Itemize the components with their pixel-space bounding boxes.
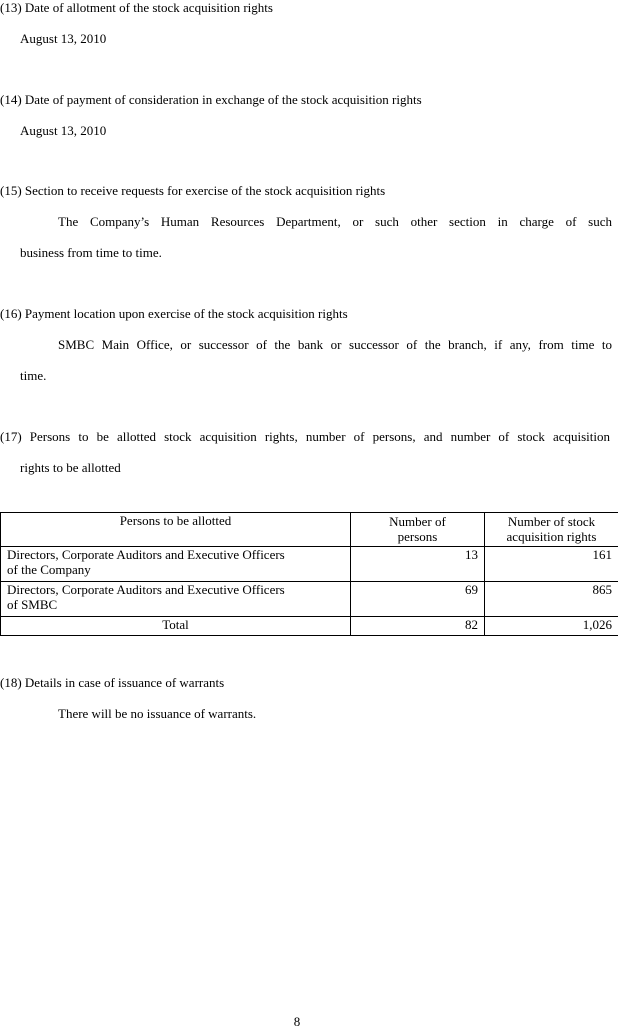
section-15-text-line2: business from time to time. bbox=[20, 245, 162, 261]
row-persons-line2: of SMBC bbox=[7, 597, 344, 612]
header-rights-line1: Number of stock bbox=[491, 514, 612, 529]
table-row bbox=[1, 582, 618, 617]
page-number: 8 bbox=[0, 1014, 594, 1030]
row-persons-line2: of the Company bbox=[7, 562, 344, 577]
row-number: 69 bbox=[351, 582, 485, 617]
section-18-heading: (18) Details in case of issuance of warrants bbox=[0, 675, 224, 691]
section-15-heading: (15) Section to receive requests for exercise of the stock acquisition rights bbox=[0, 183, 385, 199]
total-label: Total bbox=[1, 617, 351, 636]
header-persons: Persons to be allotted bbox=[1, 513, 351, 547]
section-16-text-line2: time. bbox=[20, 368, 46, 384]
row-rights: 161 bbox=[485, 547, 618, 582]
header-number-line1: Number of bbox=[357, 514, 478, 529]
section-13-heading: (13) Date of allotment of the stock acquisition rights bbox=[0, 0, 273, 16]
row-number: 13 bbox=[351, 547, 485, 582]
section-17-heading-line1: (17) Persons to be allotted stock acquisition rights, number of persons, and number of stock acquisition bbox=[0, 429, 610, 445]
section-16-heading: (16) Payment location upon exercise of the stock acquisition rights bbox=[0, 306, 348, 322]
row-persons bbox=[1, 582, 351, 617]
table-row bbox=[1, 547, 618, 582]
section-15-text-line1: The Company’s Human Resources Department, or such other section in charge of such bbox=[58, 214, 612, 230]
total-number: 82 bbox=[351, 617, 485, 636]
section-13-value: August 13, 2010 bbox=[20, 31, 106, 47]
row-persons-line1: Directors, Corporate Auditors and Executive Officers bbox=[7, 582, 344, 597]
header-rights-line2: acquisition rights bbox=[491, 529, 612, 544]
section-14-heading: (14) Date of payment of consideration in exchange of the stock acquisition rights bbox=[0, 92, 422, 108]
table-header-row bbox=[1, 513, 618, 547]
header-number-of-rights bbox=[485, 513, 618, 547]
header-number-line2: persons bbox=[357, 529, 478, 544]
section-17-heading-line2: rights to be allotted bbox=[20, 460, 121, 476]
table-total-row bbox=[1, 617, 618, 636]
total-rights: 1,026 bbox=[485, 617, 618, 636]
section-14-value: August 13, 2010 bbox=[20, 123, 106, 139]
section-16-text-line1: SMBC Main Office, or successor of the bank or successor of the branch, if any, from time to bbox=[58, 337, 612, 353]
row-persons-line1: Directors, Corporate Auditors and Executive Officers bbox=[7, 547, 344, 562]
row-persons bbox=[1, 547, 351, 582]
row-rights: 865 bbox=[485, 582, 618, 617]
header-number-of-persons bbox=[351, 513, 485, 547]
section-18-value: There will be no issuance of warrants. bbox=[58, 706, 256, 722]
allotment-table bbox=[0, 512, 618, 636]
